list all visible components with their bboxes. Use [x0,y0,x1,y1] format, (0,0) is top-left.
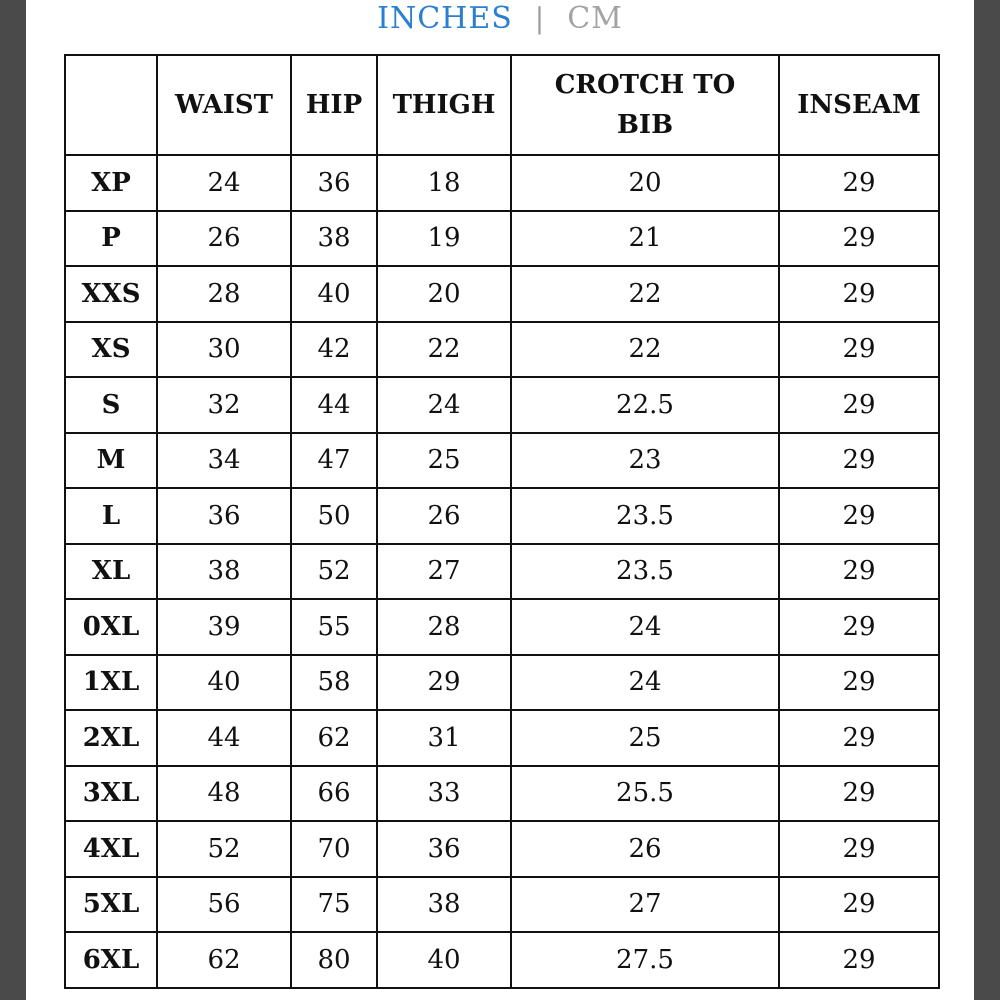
table-header-row [65,55,939,155]
inseam-cell: 29 [779,433,939,489]
unit-cm-tab[interactable]: CM [567,0,623,36]
waist-cell: 56 [157,877,291,933]
table-row [65,433,939,489]
crotch-to-bib-cell: 22 [511,266,779,322]
header-size [65,55,157,155]
inseam-cell: 29 [779,655,939,711]
size-table [64,54,940,989]
thigh-cell: 27 [377,544,511,600]
inseam-cell: 29 [779,322,939,378]
hip-cell: 42 [291,322,377,378]
waist-cell: 36 [157,488,291,544]
inseam-cell: 29 [779,488,939,544]
thigh-cell: 19 [377,211,511,267]
table-row [65,211,939,267]
thigh-cell: 18 [377,155,511,211]
table-row [65,821,939,877]
unit-toggle [26,0,974,36]
waist-cell: 44 [157,710,291,766]
crotch-to-bib-cell: 22.5 [511,377,779,433]
size-chart-page [26,0,974,1000]
hip-cell: 66 [291,766,377,822]
waist-cell: 32 [157,377,291,433]
header-hip: HIP [291,55,377,155]
header-thigh: THIGH [377,55,511,155]
size-cell: 2XL [65,710,157,766]
waist-cell: 26 [157,211,291,267]
hip-cell: 40 [291,266,377,322]
crotch-to-bib-cell: 24 [511,655,779,711]
crotch-to-bib-cell: 27.5 [511,932,779,988]
crotch-to-bib-cell: 26 [511,821,779,877]
size-cell: XL [65,544,157,600]
thigh-cell: 25 [377,433,511,489]
table-row [65,266,939,322]
inseam-cell: 29 [779,710,939,766]
inseam-cell: 29 [779,266,939,322]
thigh-cell: 20 [377,266,511,322]
thigh-cell: 33 [377,766,511,822]
inseam-cell: 29 [779,211,939,267]
header-waist: WAIST [157,55,291,155]
size-cell: S [65,377,157,433]
hip-cell: 80 [291,932,377,988]
crotch-to-bib-cell: 21 [511,211,779,267]
crotch-to-bib-cell: 24 [511,599,779,655]
size-cell: XXS [65,266,157,322]
crotch-to-bib-cell: 22 [511,322,779,378]
waist-cell: 30 [157,322,291,378]
table-row [65,544,939,600]
hip-cell: 52 [291,544,377,600]
hip-cell: 75 [291,877,377,933]
thigh-cell: 38 [377,877,511,933]
size-cell: 5XL [65,877,157,933]
hip-cell: 55 [291,599,377,655]
size-cell: 3XL [65,766,157,822]
table-row [65,877,939,933]
table-row [65,766,939,822]
inseam-cell: 29 [779,377,939,433]
thigh-cell: 40 [377,932,511,988]
hip-cell: 70 [291,821,377,877]
size-cell: XP [65,155,157,211]
hip-cell: 58 [291,655,377,711]
size-cell: P [65,211,157,267]
size-cell: XS [65,322,157,378]
thigh-cell: 26 [377,488,511,544]
crotch-to-bib-cell: 25 [511,710,779,766]
header-crotch-to-bib-label: CROTCH TO BIB [554,70,736,140]
waist-cell: 34 [157,433,291,489]
table-body [65,155,939,988]
waist-cell: 48 [157,766,291,822]
size-cell: L [65,488,157,544]
inseam-cell: 29 [779,766,939,822]
thigh-cell: 31 [377,710,511,766]
waist-cell: 62 [157,932,291,988]
table-row [65,155,939,211]
hip-cell: 38 [291,211,377,267]
header-crotch-to-bib [511,55,779,155]
waist-cell: 39 [157,599,291,655]
thigh-cell: 29 [377,655,511,711]
size-cell: 6XL [65,932,157,988]
hip-cell: 44 [291,377,377,433]
size-cell: 1XL [65,655,157,711]
waist-cell: 28 [157,266,291,322]
waist-cell: 38 [157,544,291,600]
thigh-cell: 28 [377,599,511,655]
unit-inches-tab[interactable]: INCHES [377,0,513,36]
hip-cell: 47 [291,433,377,489]
table-row [65,932,939,988]
size-cell: M [65,433,157,489]
table-row [65,322,939,378]
table-row [65,655,939,711]
hip-cell: 62 [291,710,377,766]
header-inseam: INSEAM [779,55,939,155]
inseam-cell: 29 [779,877,939,933]
hip-cell: 50 [291,488,377,544]
table-row [65,599,939,655]
crotch-to-bib-cell: 20 [511,155,779,211]
crotch-to-bib-cell: 27 [511,877,779,933]
crotch-to-bib-cell: 25.5 [511,766,779,822]
thigh-cell: 36 [377,821,511,877]
crotch-to-bib-cell: 23.5 [511,544,779,600]
inseam-cell: 29 [779,544,939,600]
waist-cell: 52 [157,821,291,877]
size-cell: 0XL [65,599,157,655]
table-row [65,488,939,544]
inseam-cell: 29 [779,155,939,211]
unit-separator: | [534,1,546,35]
size-cell: 4XL [65,821,157,877]
hip-cell: 36 [291,155,377,211]
thigh-cell: 24 [377,377,511,433]
inseam-cell: 29 [779,599,939,655]
inseam-cell: 29 [779,932,939,988]
crotch-to-bib-cell: 23.5 [511,488,779,544]
table-row [65,377,939,433]
waist-cell: 40 [157,655,291,711]
inseam-cell: 29 [779,821,939,877]
crotch-to-bib-cell: 23 [511,433,779,489]
table-row [65,710,939,766]
waist-cell: 24 [157,155,291,211]
thigh-cell: 22 [377,322,511,378]
